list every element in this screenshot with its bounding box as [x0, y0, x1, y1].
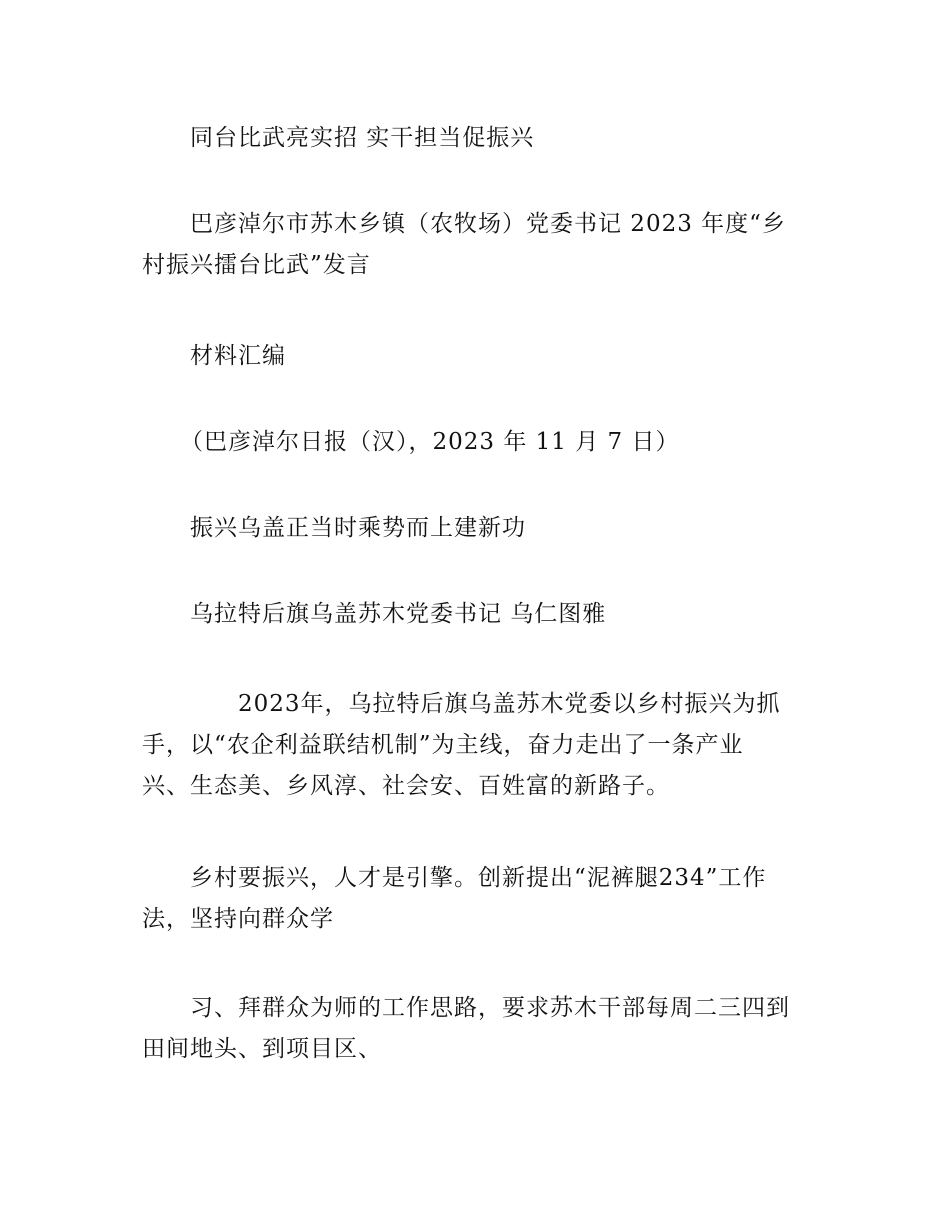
author-line: 乌拉特后旗乌盖苏木党委书记 乌仁图雅: [190, 601, 607, 627]
source-line: （巴彦淖尔日报（汉），2023 年 11 月 7 日）: [180, 429, 680, 455]
compilation-label: 材料汇编: [190, 343, 286, 369]
document-subtitle: 巴彦淖尔市苏木乡镇（农牧场）党委书记 2023 年度“乡 村振兴擂台比武”发言: [142, 211, 786, 278]
paragraph-2: 乡村要振兴，人才是引擎。创新提出“泥裤腿234”工作 法，坚持向群众学: [142, 865, 767, 932]
paragraph-3: 习、拜群众为师的工作思路，要求苏木干部每周二三四到 田间地头、到项目区、: [142, 995, 790, 1062]
paragraph-1: 2023年，乌拉特后旗乌盖苏木党委以乡村振兴为抓 手，以“农企利益联结机制”为主线，奋力走出了一条产业 兴、生态美、乡风淳、社会安、百姓富的新路子。: [142, 691, 781, 799]
article-title: 振兴乌盖正当时乘势而上建新功: [190, 515, 526, 541]
document-heading: 同台比武亮实招 实干担当促振兴: [190, 125, 535, 151]
